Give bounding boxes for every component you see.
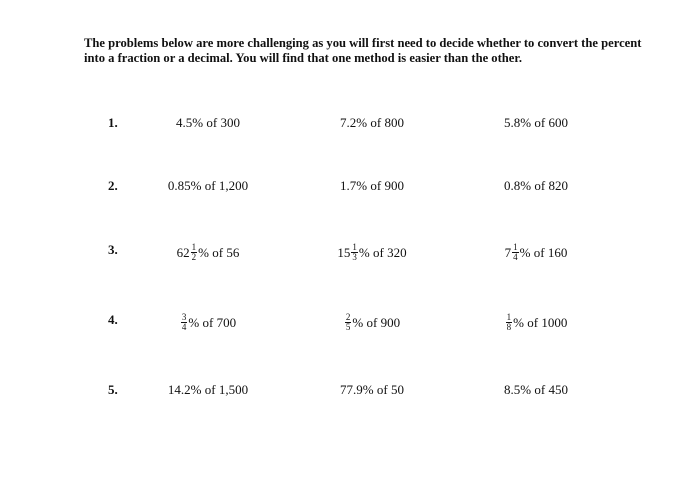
- fraction-denominator: 5: [345, 321, 351, 332]
- fraction-numerator: 1: [191, 241, 197, 252]
- problem-item: 14.2% of 1,500: [167, 382, 249, 397]
- problem-item: 4.5% of 300: [176, 115, 240, 130]
- problem-number: 5.: [108, 382, 118, 397]
- problem-row-1: [0, 108, 700, 138]
- fraction-denominator: 4: [513, 251, 518, 262]
- problem-row-4: [0, 307, 700, 337]
- problem-item: [456, 307, 616, 338]
- fraction: [345, 313, 352, 332]
- fraction-numerator: 3: [181, 311, 187, 322]
- problem-item: [128, 307, 288, 338]
- fraction: [191, 243, 198, 262]
- fraction: [351, 243, 358, 262]
- fraction-numerator: 1: [352, 241, 357, 252]
- problem-item: [456, 237, 616, 268]
- problem-row-5: [0, 375, 700, 405]
- problem-item: 8.5% of 450: [504, 382, 568, 397]
- instructions-paragraph: The problems below are more challenging as you will first need to decide whether to convert the percent into a fraction or a decimal. You will find that one method is easier than the other.: [84, 36, 642, 66]
- mixed-number-whole: 7: [504, 245, 512, 261]
- problem-text: % of 900: [352, 315, 401, 331]
- mixed-number-whole: 62: [176, 245, 190, 261]
- problem-item: 1.7% of 900: [340, 178, 404, 193]
- fraction-denominator: 3: [352, 251, 357, 262]
- fraction-denominator: 2: [191, 251, 197, 262]
- problem-item: [128, 237, 288, 268]
- fraction-numerator: 2: [345, 311, 351, 322]
- problem-number: 3.: [108, 242, 118, 257]
- problem-number: 4.: [108, 312, 118, 327]
- problem-number: 1.: [108, 115, 118, 130]
- problem-item: 5.8% of 600: [504, 115, 568, 130]
- problem-text: % of 56: [198, 245, 240, 261]
- problem-text: % of 1000: [513, 315, 568, 331]
- problem-item: [292, 307, 452, 338]
- problem-item: 77.9% of 50: [340, 382, 404, 397]
- problem-text: % of 160: [519, 245, 568, 261]
- fraction-numerator: 1: [506, 311, 512, 322]
- problem-text: % of 320: [358, 245, 407, 261]
- problem-text: % of 700: [188, 315, 237, 331]
- problem-item: 0.8% of 820: [504, 178, 568, 193]
- problem-row-2: [0, 171, 700, 201]
- mixed-number-whole: 15: [337, 245, 351, 261]
- fraction: [506, 313, 513, 332]
- problem-number: 2.: [108, 178, 118, 193]
- problem-row-3: [0, 237, 700, 267]
- fraction: [181, 313, 188, 332]
- problem-item: 0.85% of 1,200: [167, 178, 249, 193]
- fraction: [512, 243, 519, 262]
- problem-item: 7.2% of 800: [340, 115, 404, 130]
- fraction-denominator: 8: [506, 321, 512, 332]
- fraction-denominator: 4: [181, 321, 187, 332]
- fraction-numerator: 1: [513, 241, 518, 252]
- problem-item: [292, 237, 452, 268]
